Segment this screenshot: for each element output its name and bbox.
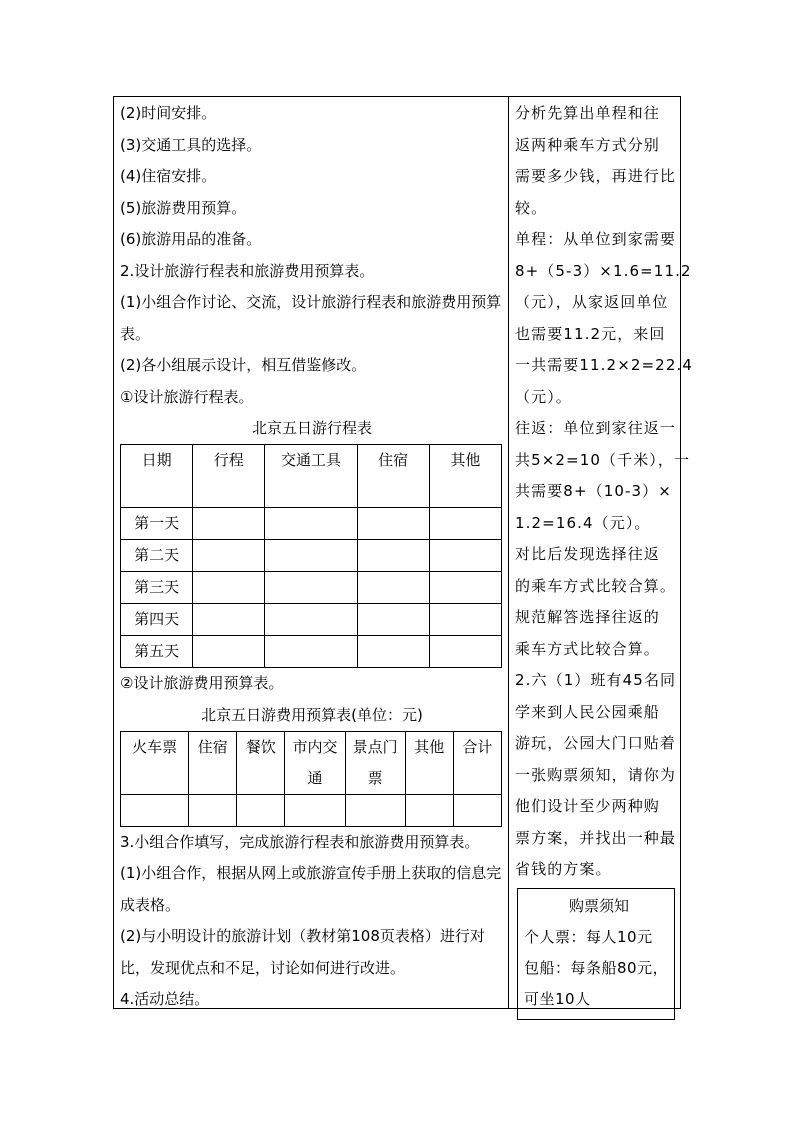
text-line: (6)旅游用品的准备。 xyxy=(120,230,262,248)
right-column xyxy=(515,98,693,1020)
empty-cell xyxy=(265,540,357,572)
text-line: 对比后发现选择往返 xyxy=(515,545,660,563)
empty-cell xyxy=(265,636,357,668)
text-line: 他们设计至少两种购 xyxy=(515,797,660,815)
empty-cell xyxy=(429,604,501,636)
empty-cell xyxy=(429,572,501,604)
text-line: 乘车方式比较合算。 xyxy=(515,639,660,658)
text-line: (2)各小组展示设计，相互借鉴修改。 xyxy=(120,356,367,374)
empty-cell xyxy=(193,572,265,604)
text-paragraph: (2)与小明设计的旅游计划（教材第108页表格）进行对比，发现优点和不足，讨论如何进行改进。 xyxy=(120,927,485,977)
empty-cell xyxy=(453,794,501,826)
empty-cell xyxy=(189,794,237,826)
empty-cell xyxy=(405,794,453,826)
header-cell: 住宿 xyxy=(189,731,237,794)
text-line: 游玩，公园大门口贴着 xyxy=(515,734,677,752)
empty-cell xyxy=(193,604,265,636)
text-line: 4.活动总结。 xyxy=(120,990,210,1008)
empty-cell xyxy=(357,636,429,668)
text-line: 也需要11.2元，来回 xyxy=(515,324,666,343)
header-cell: 餐饮 xyxy=(237,731,285,794)
text-line: 的乘车方式比较合算。 xyxy=(515,576,677,595)
text-line: 单程：从单位到家需要 xyxy=(515,230,677,248)
notice-line: 包船：每条船80元， xyxy=(524,958,669,977)
empty-cell xyxy=(345,794,405,826)
day-cell: 第二天 xyxy=(121,540,193,572)
text-line: (5)旅游费用预算。 xyxy=(120,198,247,217)
empty-cell xyxy=(193,540,265,572)
itinerary-title: 北京五日游行程表 xyxy=(251,419,372,437)
empty-cell xyxy=(265,508,357,540)
header-cell: 其他 xyxy=(405,731,453,794)
column-divider xyxy=(508,96,509,1009)
empty-cell xyxy=(357,604,429,636)
empty-cell xyxy=(357,508,429,540)
header-cell: 行程 xyxy=(193,445,265,508)
text-line: 1.2=16.4（元）。 xyxy=(515,513,651,532)
itinerary-table xyxy=(120,444,502,668)
day-cell: 第一天 xyxy=(121,508,193,540)
text-line: 共5×2=10（千米），一 xyxy=(515,450,691,469)
text-line: 规范解答选择往返的 xyxy=(515,608,660,626)
empty-cell xyxy=(265,604,357,636)
header-cell: 合计 xyxy=(453,731,501,794)
text-line: 3.小组合作填写，完成旅游行程表和旅游费用预算表。 xyxy=(120,832,480,851)
empty-cell xyxy=(285,794,345,826)
header-cell: 其他 xyxy=(429,445,501,508)
day-cell: 第四天 xyxy=(121,604,193,636)
text-line: 2.六（1）班有45名同 xyxy=(515,671,677,689)
text-line: 往返：单位到家往返一 xyxy=(515,419,677,437)
budget-title: 北京五日游费用预算表(单位：元) xyxy=(201,705,423,724)
budget-table xyxy=(120,731,502,827)
header-cell: 火车票 xyxy=(121,731,189,794)
text-paragraph: (1)小组合作，根据从网上或旅游宣传手册上获取的信息完成表格。 xyxy=(120,864,502,914)
notice-line: 个人票：每人10元 xyxy=(524,927,653,946)
text-line: 较。 xyxy=(515,198,548,217)
header-cell: 交通工具 xyxy=(265,445,357,508)
empty-cell xyxy=(357,572,429,604)
empty-cell xyxy=(265,572,357,604)
empty-cell xyxy=(121,794,189,826)
day-cell: 第三天 xyxy=(121,572,193,604)
text-line: 分析先算出单程和往 xyxy=(515,104,660,122)
notice-title: 购票须知 xyxy=(568,896,629,915)
empty-cell xyxy=(193,508,265,540)
text-line: 一共需要11.2×2=22.4 xyxy=(515,356,693,374)
text-line: 需要多少钱，再进行比 xyxy=(515,167,677,185)
empty-cell xyxy=(237,794,285,826)
text-line: ②设计旅游费用预算表。 xyxy=(120,674,284,692)
header-cell: 日期 xyxy=(121,445,193,508)
empty-cell xyxy=(429,636,501,668)
text-line: （元），从家返回单位 xyxy=(515,293,669,311)
notice-line: 可坐10人 xyxy=(524,989,591,1008)
text-line: 票方案，并找出一种最 xyxy=(515,828,677,847)
text-paragraph: (1)小组合作讨论、交流，设计旅游行程表和旅游费用预算表。 xyxy=(120,293,502,343)
ticket-notice-box xyxy=(517,888,675,1020)
text-line: ①设计旅游行程表。 xyxy=(120,387,254,406)
text-line: 学来到人民公园乘船 xyxy=(515,702,660,721)
text-line: (3)交通工具的选择。 xyxy=(120,135,262,154)
empty-cell xyxy=(357,540,429,572)
text-line: 一张购票须知，请你为 xyxy=(515,765,677,784)
empty-cell xyxy=(193,636,265,668)
text-line: 8+（5-3）×1.6=11.2 xyxy=(515,261,692,280)
text-line: 共需要8+（10-3）× xyxy=(515,482,672,500)
text-line: (4)住宿安排。 xyxy=(120,167,217,185)
empty-cell xyxy=(429,540,501,572)
text-line: 返两种乘车方式分别 xyxy=(515,135,660,154)
text-line: 2.设计旅游行程表和旅游费用预算表。 xyxy=(120,261,375,280)
text-line: 省钱的方案。 xyxy=(515,860,612,878)
left-column xyxy=(120,98,504,1016)
day-cell: 第五天 xyxy=(121,636,193,668)
text-line: (2)时间安排。 xyxy=(120,104,217,122)
empty-cell xyxy=(429,508,501,540)
header-cell: 景点门票 xyxy=(345,731,405,794)
text-line: （元）。 xyxy=(515,387,572,406)
header-cell: 住宿 xyxy=(357,445,429,508)
header-cell: 市内交通 xyxy=(285,731,345,794)
